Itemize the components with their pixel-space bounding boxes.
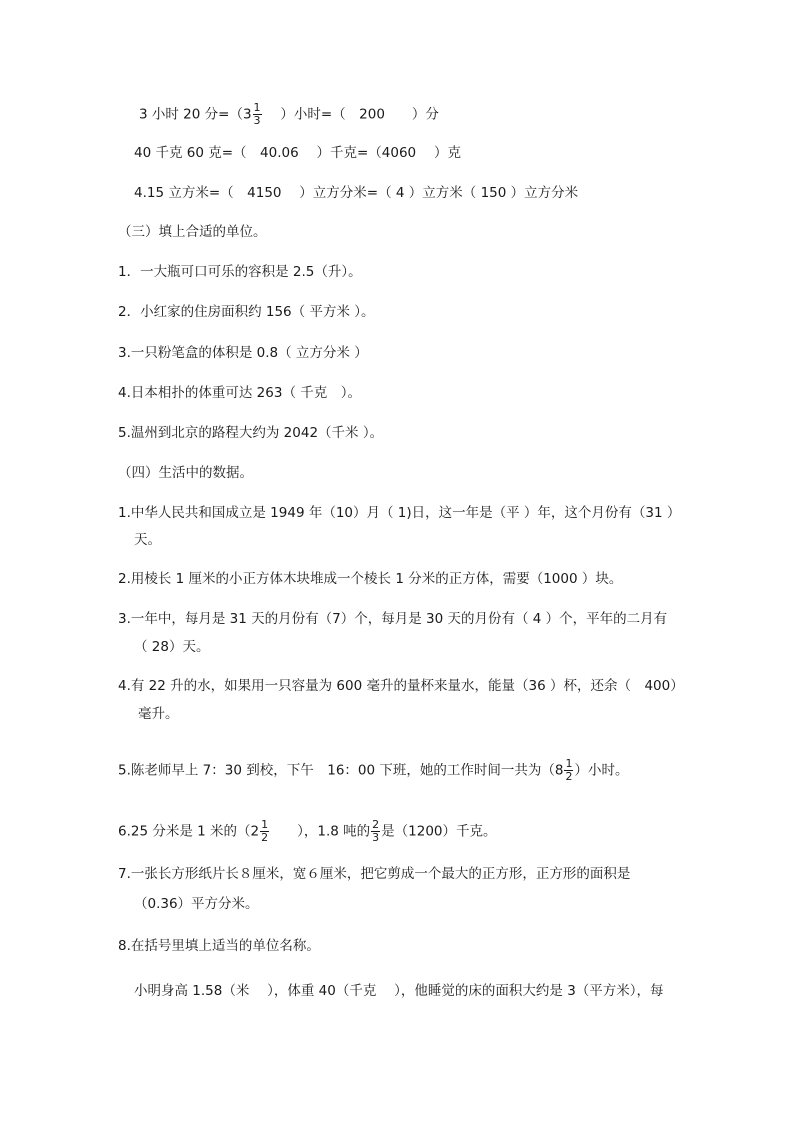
section4-q4-line1: 4.有 22 升的水，如果用一只容量为 600 毫升的量杯来量水，能量（36 ）杯，还余（ 400） (118, 678, 684, 694)
section3-item-3: 3.一只粉笔盒的体积是 0.8（ 立方分米 ） (118, 345, 368, 361)
section4-q6 (118, 819, 497, 844)
fraction-one-half: $\frac{1}{2}$ (261, 818, 269, 844)
section3-item-2: 2．小红家的住房面积约 156（ 平方米 ）。 (118, 304, 375, 320)
section4-q8-line: 小明身高 1.58（米 ），体重 40（千克 ），他睡觉的床的面积大约是 3（平方米），每 (134, 983, 664, 999)
section3-title: （三）填上合适的单位。 (118, 224, 267, 240)
section3-item-4: 4.日本相扑的体重可达 263（ 千克 ）。 (118, 385, 361, 401)
section4-q1-line2: 天。 (134, 532, 161, 548)
section4-q6-part-a: 6.25 分米是 1 米的（2 (118, 823, 260, 840)
section4-title: （四）生活中的数据。 (118, 465, 253, 481)
section4-q3-line1: 3.一年中，每月是 31 天的月份有（7）个，每月是 30 天的月份有（ 4 ）个，平年的二月有 (118, 611, 668, 627)
section4-q8-title: 8.在括号里填上适当的单位名称。 (118, 938, 320, 954)
section4-q7-line2: （0.36）平方分米。 (134, 896, 259, 912)
section4-q6-part-b: ），1.8 吨的 (270, 823, 371, 840)
section4-q5-part-a: 5.陈老师早上 7：30 到校，下午 16：00 下班，她的工作时间一共为（8 (118, 762, 564, 779)
fraction-one-half: $\frac{1}{2}$ (565, 757, 573, 783)
section4-q5 (118, 758, 628, 783)
section4-q3-line2: （ 28）天。 (134, 639, 210, 655)
fraction-one-third: $\frac{1}{3}$ (253, 101, 261, 127)
section4-q1-line1: 1.中华人民共和国成立是 1949 年（10）月（ 1)日，这一年是（平 ）年，这个月份有（31 ） (118, 505, 681, 521)
fraction-two-thirds: $\frac{2}{3}$ (372, 818, 380, 844)
section4-q7-line1: 7.一张长方形纸片长８厘米，宽６厘米，把它剪成一个最大的正方形，正方形的面积是 (118, 866, 631, 882)
conversion-kilograms: 40 千克 60 克=（ 40.06 ）千克=（4060 ）克 (134, 145, 461, 161)
section3-item-5: 5.温州到北京的路程大约为 2042（千米 ）。 (118, 425, 384, 441)
section4-q6-part-c: 是（1200）千克。 (381, 823, 497, 840)
conversion-hours-minutes (139, 102, 439, 127)
section4-q2: 2.用棱长 1 厘米的小正方体木块堆成一个棱长 1 分米的正方体，需要（1000 ）块。 (118, 571, 623, 587)
conversion-hours-part-b: ）小时=（ 200 ）分 (262, 106, 439, 123)
conversion-hours-part-a: 3 小时 20 分=（3 (139, 106, 252, 123)
section4-q4-line2: 毫升。 (138, 706, 179, 722)
section4-q5-part-b: ）小时。 (574, 762, 629, 779)
conversion-cubic-meters: 4.15 立方米=（ 4150 ）立方分米=（ 4 ）立方米（ 150 ）立方分米 (134, 185, 579, 201)
section3-item-1: 1．一大瓶可口可乐的容积是 2.5（升）。 (118, 264, 362, 280)
